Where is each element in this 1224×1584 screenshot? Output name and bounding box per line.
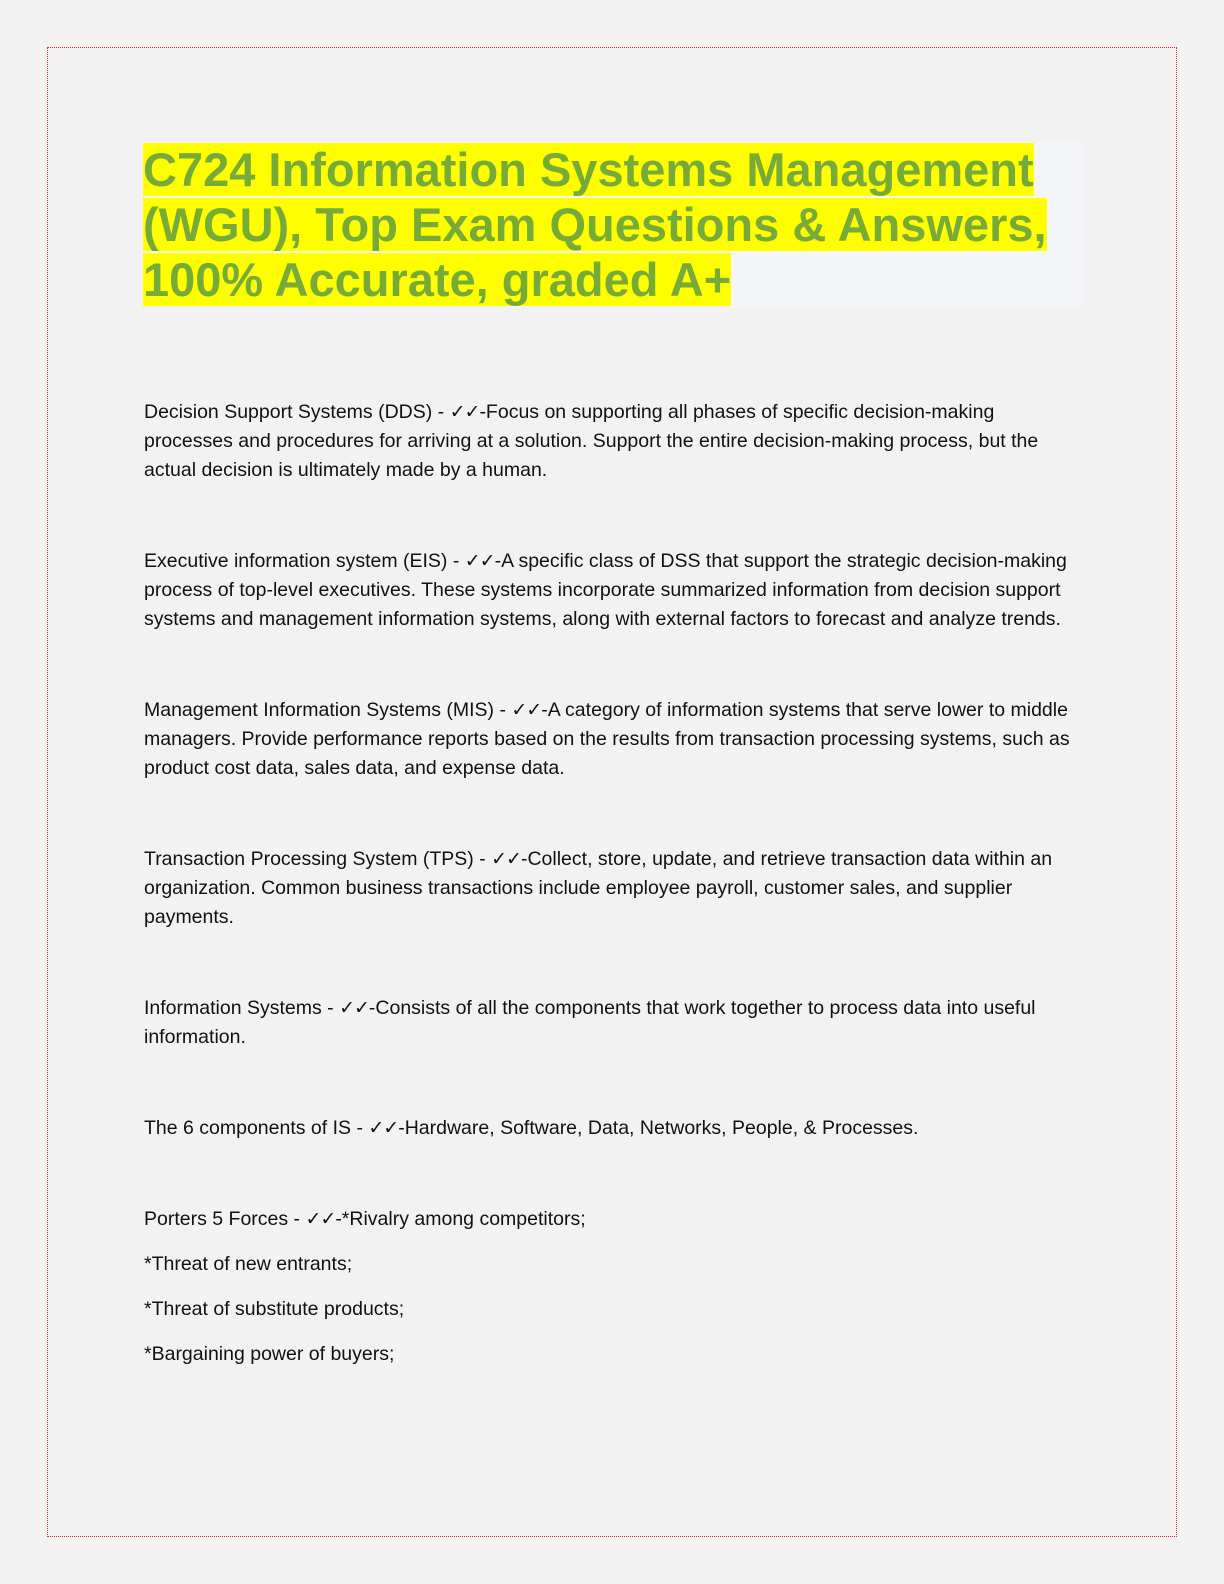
qa-entry-is-components bbox=[144, 1114, 1084, 1143]
check-mark-icon: ✓✓ bbox=[491, 848, 521, 870]
qa-entry-eis bbox=[144, 547, 1084, 634]
qa-answer: -Consists of all the components that work together to process data into useful information. bbox=[144, 997, 1036, 1048]
qa-term: Executive information system (EIS) - bbox=[144, 550, 465, 572]
document-title bbox=[143, 142, 1083, 307]
qa-answer: -A specific class of DSS that support the strategic decision-making process of top-level executives. These systems incorporate summarized information from decision support systems and management information systems, along with external factors to forecast and analyze trends. bbox=[144, 550, 1067, 630]
force-item: *Threat of substitute products; bbox=[144, 1298, 405, 1320]
qa-term: Decision Support Systems (DDS) - bbox=[144, 401, 450, 423]
qa-answer: -Collect, store, update, and retrieve transaction data within an organization. Common business transactions include employee payroll, customer sales, and supplier payments. bbox=[144, 848, 1053, 928]
title-highlight: C724 Information Systems Management (WGU), Top Exam Questions & Answers, 100% Accurate, graded A+ bbox=[143, 143, 1047, 306]
qa-entry-information-systems bbox=[144, 994, 1084, 1052]
qa-answer: -A category of information systems that serve lower to middle managers. Provide performance reports based on the results from transaction processing systems, such as product cost data, sales data, and expense data. bbox=[144, 699, 1070, 779]
qa-entry-mis bbox=[144, 696, 1084, 783]
qa-term: Information Systems - bbox=[144, 997, 340, 1019]
check-mark-icon: ✓✓ bbox=[449, 401, 480, 423]
qa-answer: -Hardware, Software, Data, Networks, People, & Processes. bbox=[398, 1117, 919, 1139]
check-mark-icon: ✓✓ bbox=[368, 1117, 399, 1139]
qa-entry-tps bbox=[144, 845, 1084, 932]
qa-term: The 6 components of IS - bbox=[144, 1117, 369, 1139]
force-item: *Threat of new entrants; bbox=[144, 1253, 353, 1275]
title-block bbox=[143, 142, 1083, 307]
check-mark-icon: ✓✓ bbox=[464, 550, 495, 572]
check-mark-icon: ✓✓ bbox=[305, 1208, 336, 1230]
qa-answer: -Focus on supporting all phases of specific decision-making processes and procedures for arriving at a solution. Support the entire decision-making process, but the actual decision is ultimately made by a human. bbox=[144, 401, 1039, 481]
qa-entry-dds bbox=[144, 398, 1084, 485]
qa-answer: -*Rivalry among competitors; bbox=[335, 1208, 586, 1230]
check-mark-icon: ✓✓ bbox=[511, 699, 542, 721]
qa-entry-porters-forces bbox=[144, 1205, 1084, 1234]
qa-list bbox=[144, 398, 1084, 1369]
qa-term: Management Information Systems (MIS) - bbox=[144, 699, 512, 721]
qa-term: Transaction Processing System (TPS) - bbox=[144, 848, 492, 870]
qa-term: Porters 5 Forces - bbox=[144, 1208, 306, 1230]
force-item: *Bargaining power of buyers; bbox=[144, 1343, 395, 1365]
check-mark-icon: ✓✓ bbox=[339, 997, 369, 1019]
